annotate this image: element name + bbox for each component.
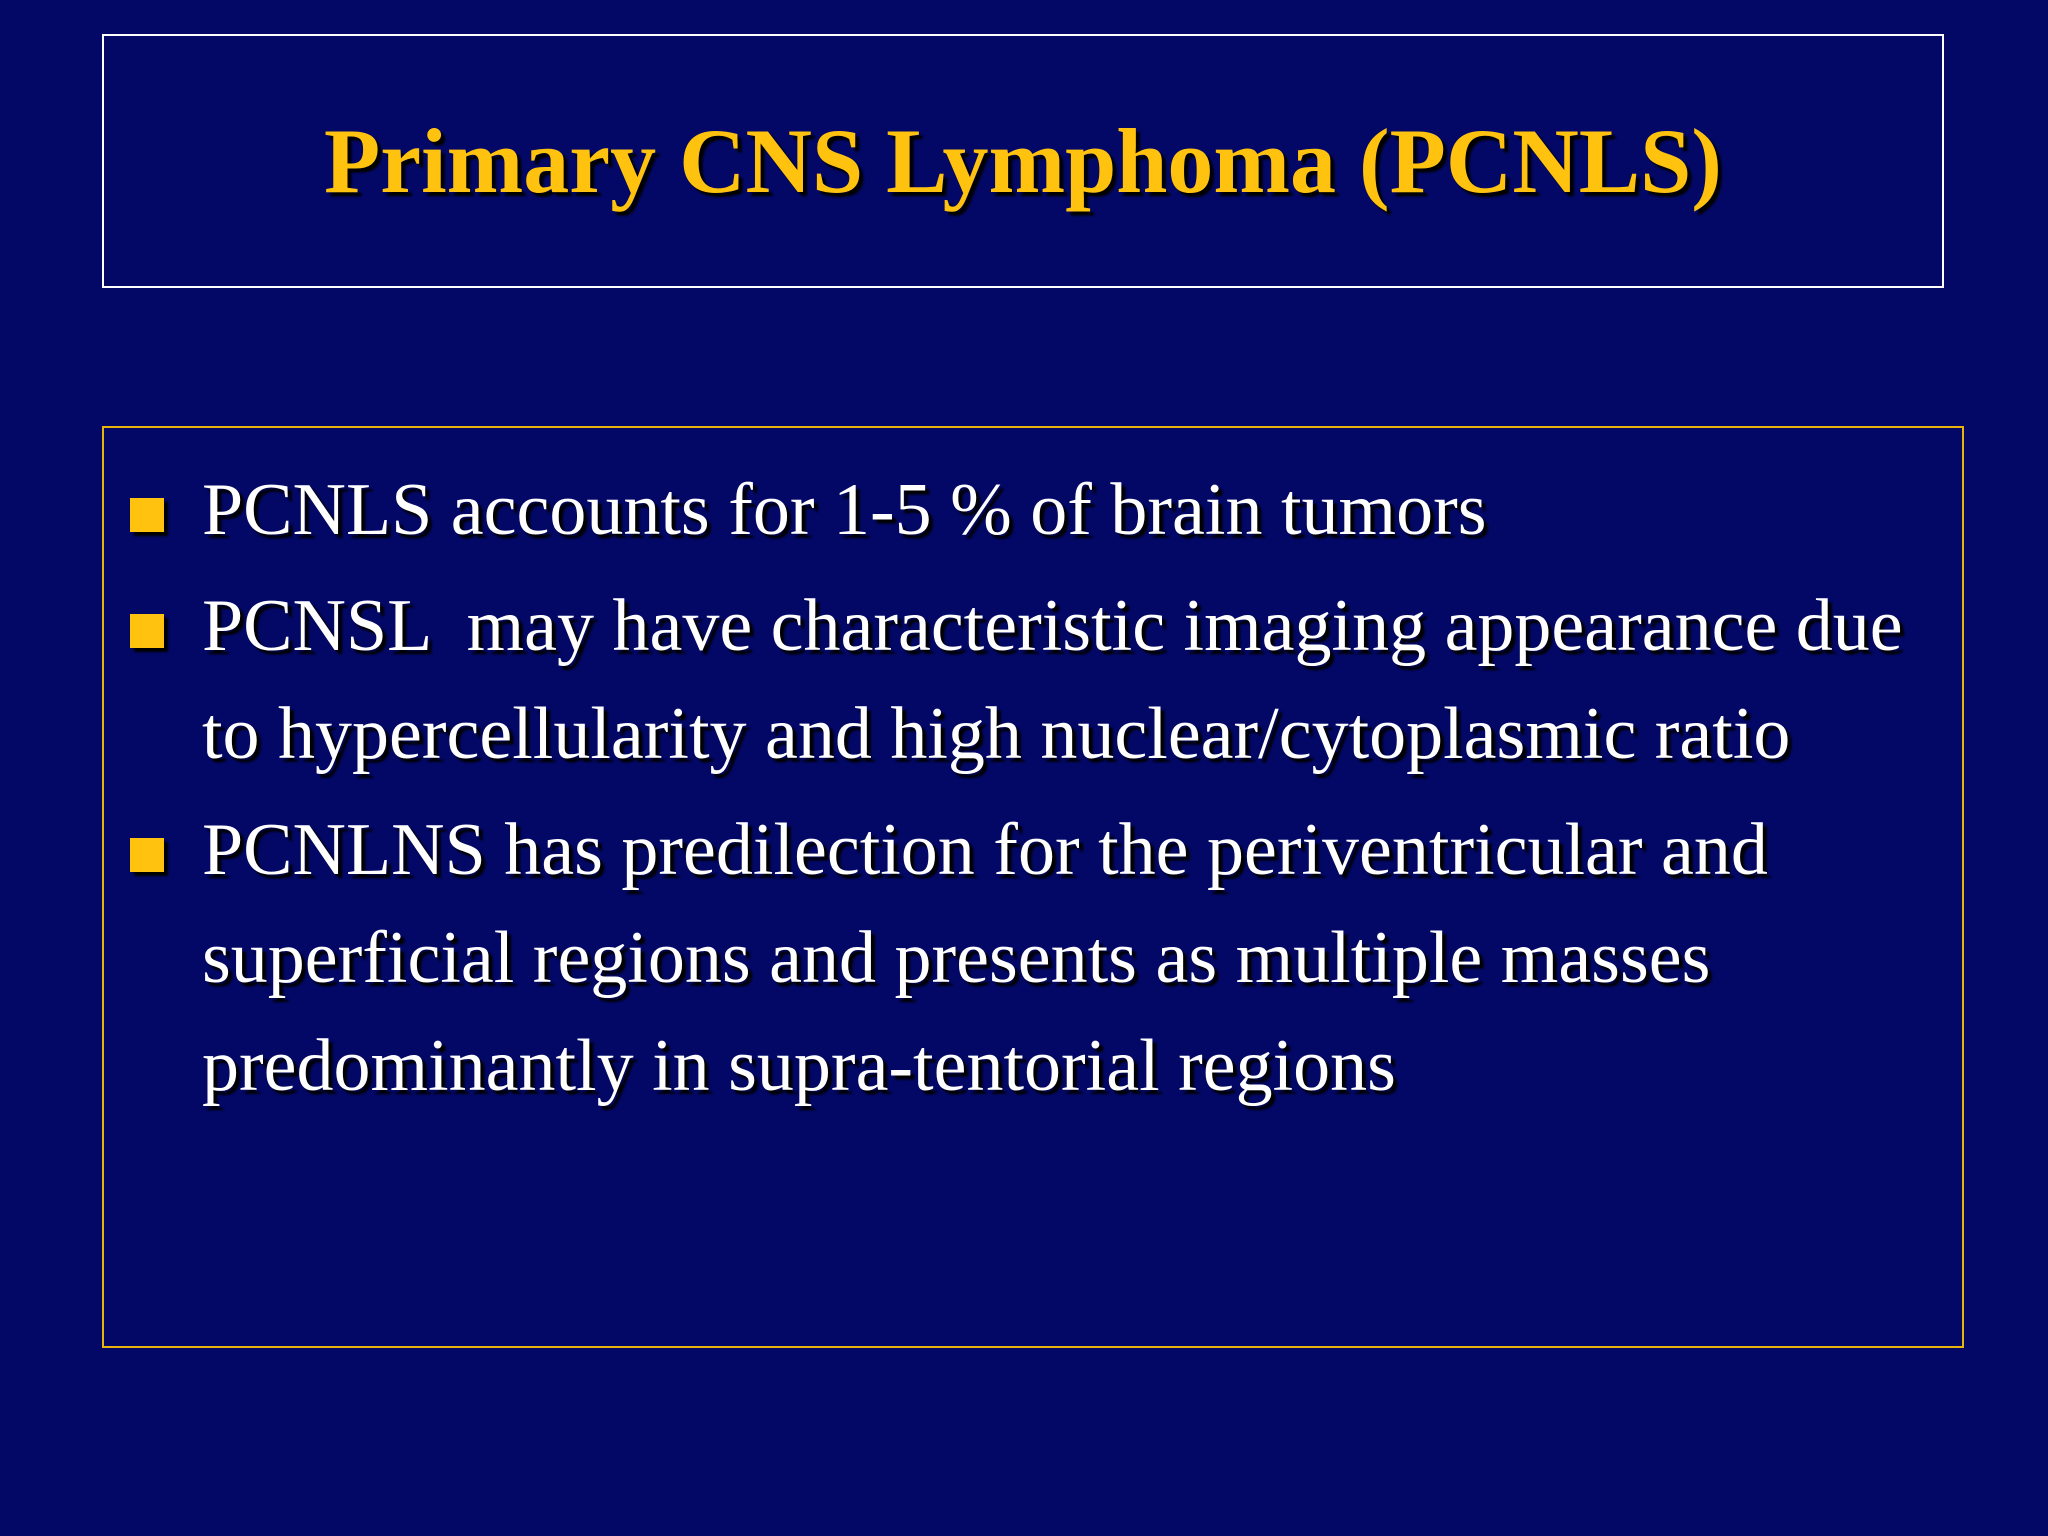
bullet-text: PCNLNS has predilection for the periventricular and superficial regions and presents as multiple masses predominantly in supra-tentorial regions (202, 809, 1768, 1107)
square-bullet-icon (130, 614, 164, 648)
bullet-list (104, 456, 1962, 1128)
square-bullet-icon (130, 498, 164, 532)
title-frame (102, 34, 1944, 288)
bullet-item-2 (104, 572, 1962, 788)
bullet-text: PCNSL may have characteristic imaging appearance due to hypercellularity and high nuclear/cytoplasmic ratio (202, 585, 1922, 775)
bullet-text: PCNLS accounts for 1-5 % of brain tumors (202, 469, 1487, 551)
bullet-item-3 (104, 796, 1962, 1120)
slide-title: Primary CNS Lymphoma (PCNLS) (324, 110, 1722, 212)
bullet-item-1 (104, 456, 1962, 564)
square-bullet-icon (130, 838, 164, 872)
content-frame (102, 426, 1964, 1348)
